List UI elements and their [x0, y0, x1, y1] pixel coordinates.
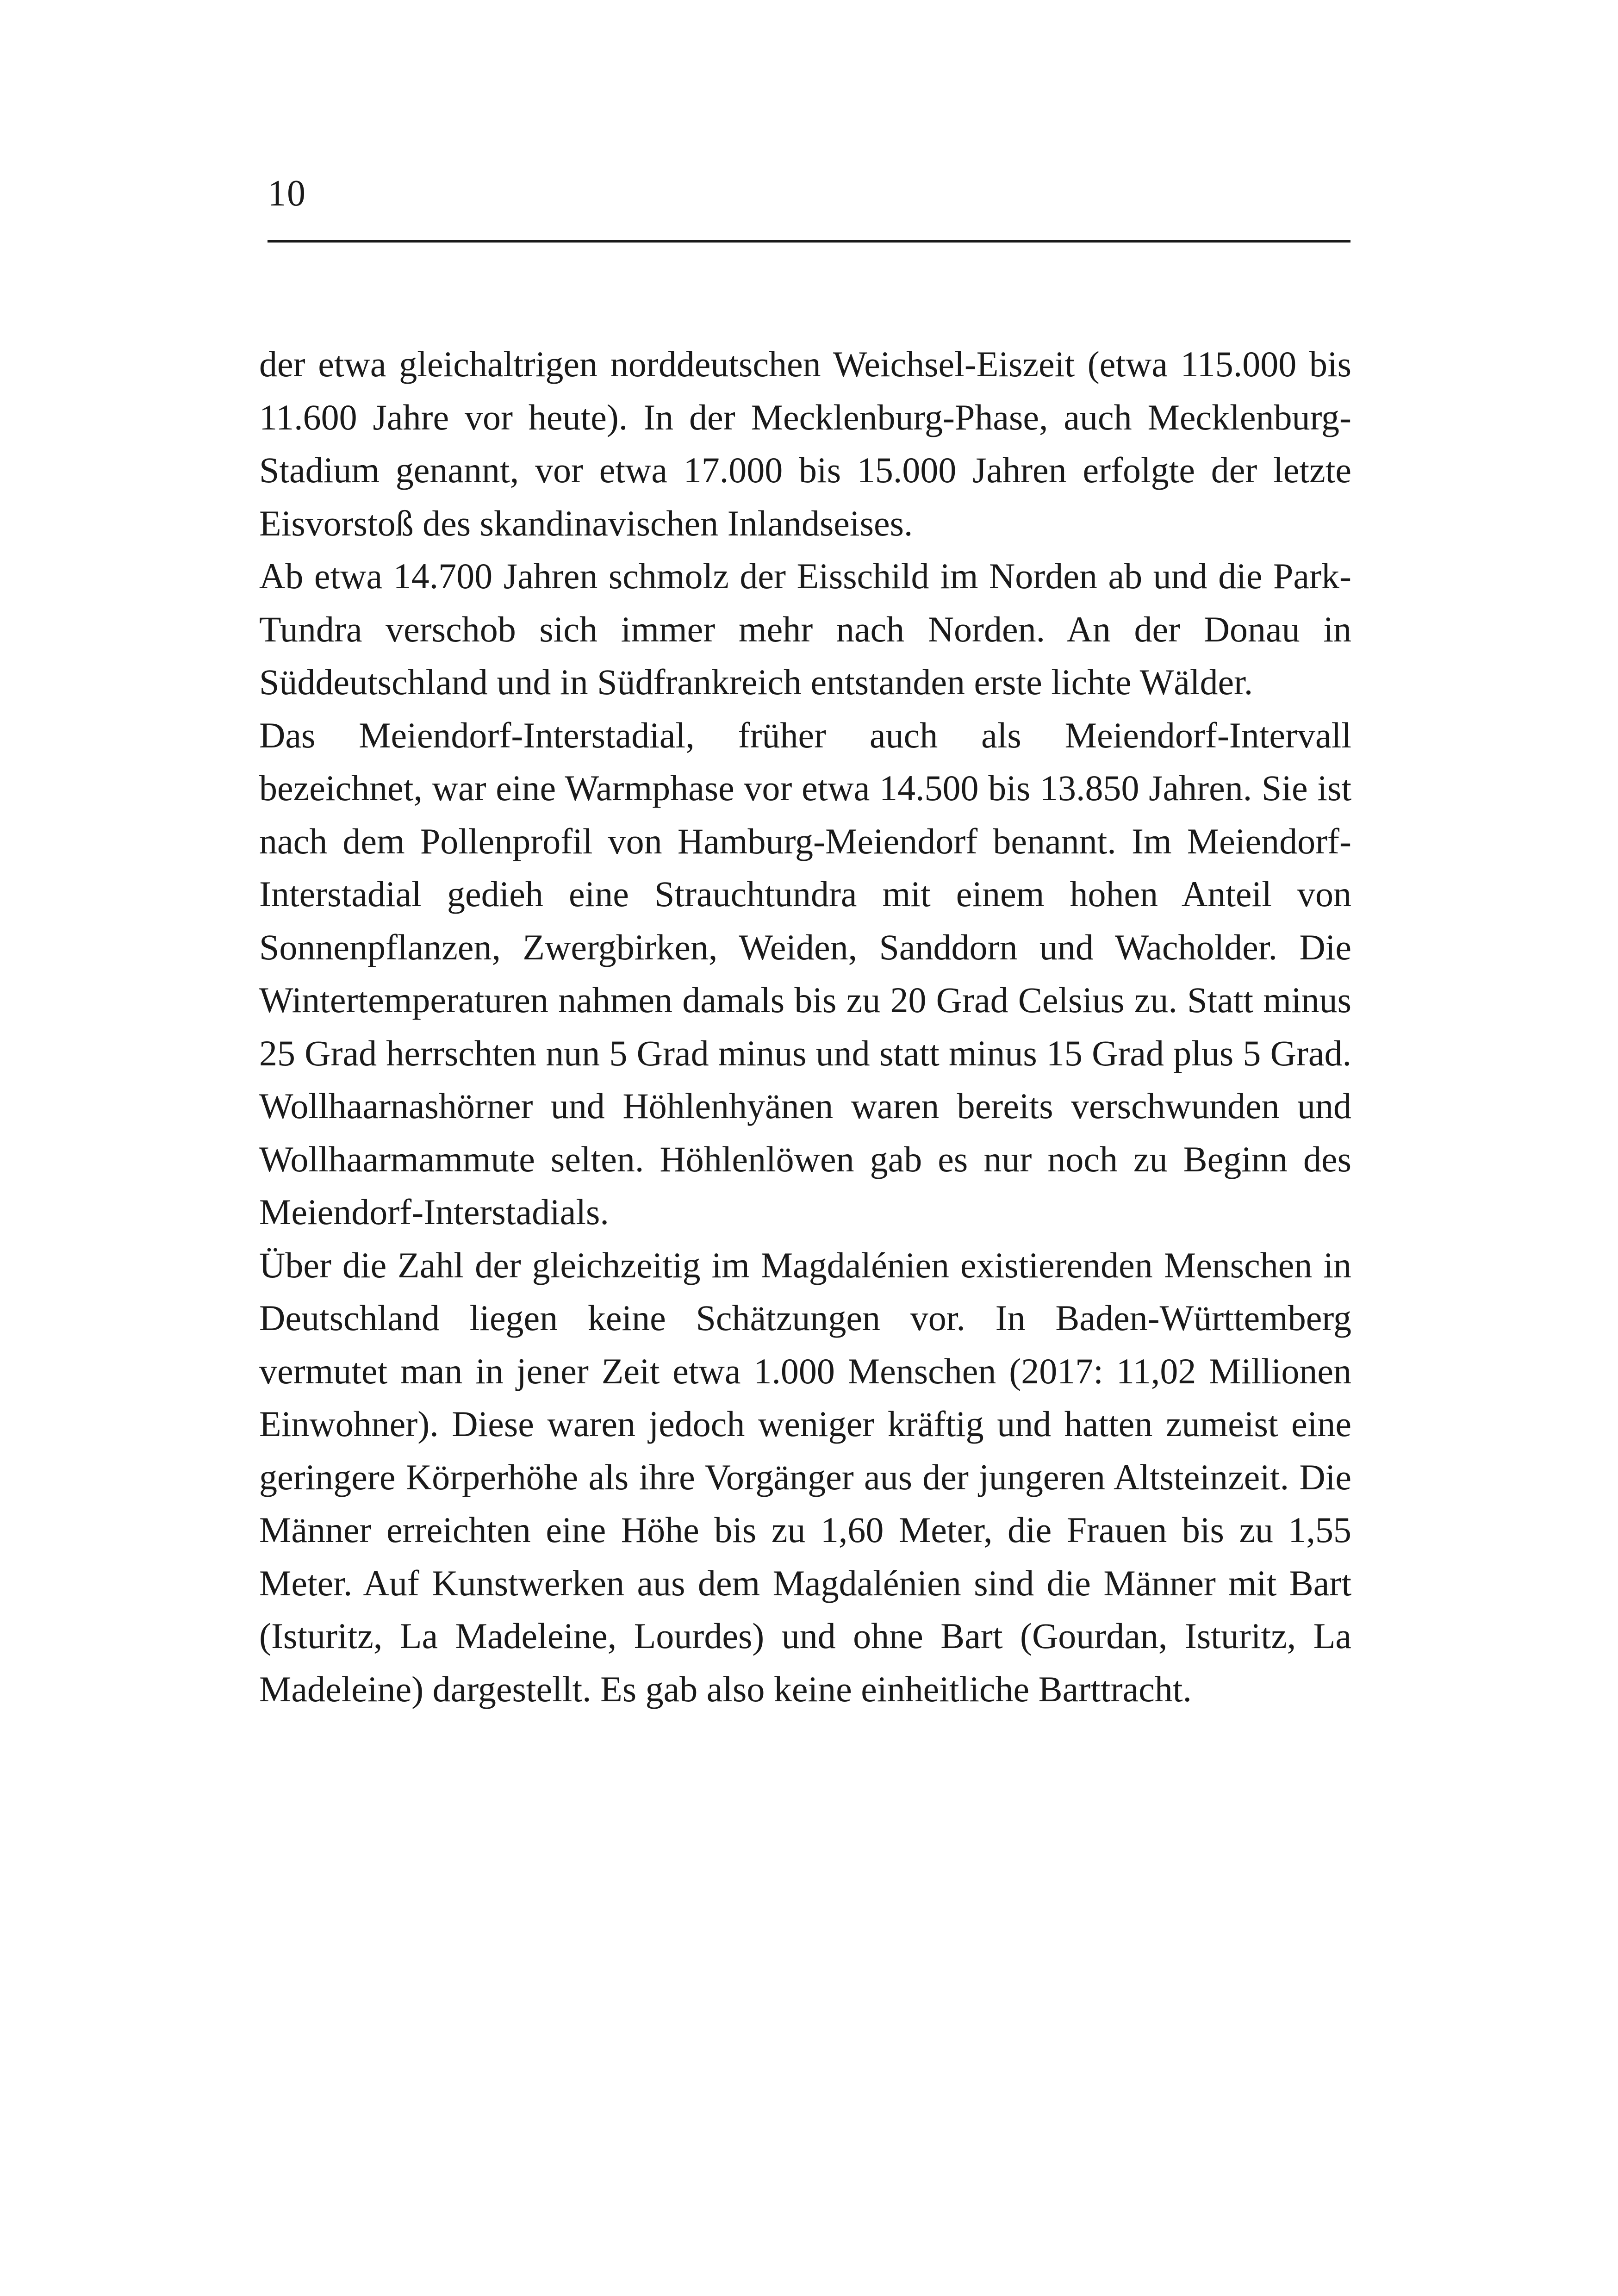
body-text	[259, 338, 1351, 1716]
header-rule	[268, 240, 1350, 243]
paragraph-magdalenien: Über die Zahl der gleichzeitig im Magdalénien existierenden Menschen in Deutschland liegen keine Schätzungen vor. In Baden-Württemberg vermutet man in jener Zeit etwa 1.000 Menschen (2017: 11,02 Millionen Einwohner). Diese waren jedoch weniger kräftig und hatten zumeist eine geringere Körperhöhe als ihre Vorgänger aus der jungeren Altsteinzeit. Die Männer erreichten eine Höhe bis zu 1,60 Meter, die Frauen bis zu 1,55 Meter. Auf Kunstwerken aus dem Magdalénien sind die Männer mit Bart (Isturitz, La Madeleine, Lourdes) und ohne Bart (Gourdan, Isturitz, La Madeleine) dargestellt. Es gab also keine einheitliche Barttracht.	[259, 1244, 1351, 1709]
paragraph-eisschild: Ab etwa 14.700 Jahren schmolz der Eisschild im Norden ab und die Park-Tundra verschob sich immer mehr nach Norden. An der Donau in Süddeutschland und in Südfrankreich entstanden erste lichte Wälder.	[259, 556, 1351, 702]
page-number: 10	[268, 173, 306, 214]
paragraph-meiendorf-interstadial: Das Meiendorf-Interstadial, früher auch als Meiendorf-Intervall bezeichnet, war eine Warmphase vor etwa 14.500 bis 13.850 Jahren. Sie ist nach dem Pollenprofil von Hamburg-Meiendorf benannt. Im Meiendorf-Interstadial gedieh eine Strauchtundra mit einem hohen Anteil von Sonnenpflanzen, Zwergbirken, Weiden, Sanddorn und Wacholder. Die Wintertemperaturen nahmen damals bis zu 20 Grad Celsius zu. Statt minus 25 Grad herrschten nun 5 Grad minus und statt minus 15 Grad plus 5 Grad. Wollhaarnashörner und Höhlenhyänen waren bereits verschwunden und Wollhaarmammute selten. Höhlenlöwen gab es nur noch zu Beginn des Meiendorf-Interstadials.	[259, 715, 1351, 1232]
paragraph-weichsel-eiszeit: der etwa gleichaltrigen norddeutschen Weichsel-Eiszeit (etwa 115.000 bis 11.600 Jahre vor heute). In der Mecklenburg-Phase, auch Mecklenburg-Stadium genannt, vor etwa 17.000 bis 15.000 Jahren erfolgte der letzte Eisvorstoß des skandinavischen Inlandseises.	[259, 344, 1351, 543]
